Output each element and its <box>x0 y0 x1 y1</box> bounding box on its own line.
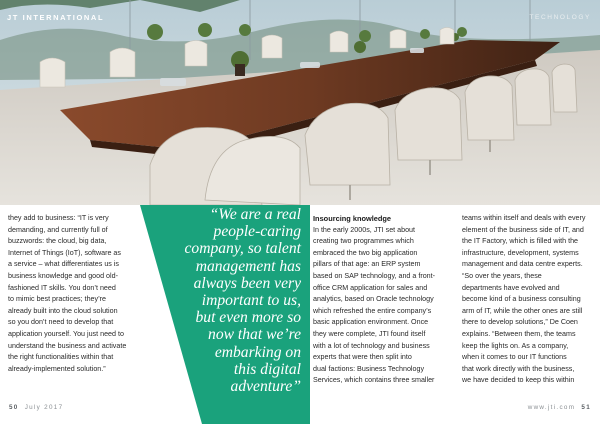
footer-left <box>9 404 63 411</box>
body-text-line: already-implemented solution.” <box>8 364 106 373</box>
body-text-line: so you don’t need to develop that <box>8 318 114 327</box>
body-text-line: basic application environment. Once <box>313 318 429 327</box>
body-text-line: pillars of that age: an ERP system <box>313 260 421 269</box>
section-name: TECHNOLOGY <box>529 14 591 21</box>
body-text-line: management and data centre experts. <box>462 260 583 269</box>
pullquote <box>168 206 301 395</box>
pullquote-line: always been very <box>193 274 301 292</box>
page-number-right: 51 <box>581 404 591 411</box>
body-text-line: infrastructure, development, systems <box>462 248 579 257</box>
body-text-line: they add to business: “IT is very <box>8 214 109 222</box>
body-text-line: experts that were then split into <box>313 353 412 362</box>
body-text-line: creating two programmes which <box>313 237 414 246</box>
pullquote-line: important to us, <box>201 292 301 310</box>
article-column-4 <box>462 213 592 387</box>
body-text-line: with a lot of technology and business <box>313 341 430 350</box>
body-text-line: “So over the years, these <box>462 271 542 280</box>
body-text-line: keep the lights on. As a company, <box>462 341 569 350</box>
body-text-line: application yourself. You just need to <box>8 329 124 338</box>
pullquote-line: this digital <box>233 360 301 378</box>
pullquote-line: but even more so <box>195 309 301 327</box>
body-text-line: demanding, and currently full of <box>8 225 108 234</box>
article-column-1 <box>8 213 148 375</box>
body-text-line: office CRM application for sales and <box>313 283 428 292</box>
body-text-line: become kind of a business consulting <box>462 295 581 304</box>
body-text-line: In the early 2000s, JTI set about <box>313 225 416 234</box>
body-text-line: fashioned IT skills. You don’t need <box>8 283 116 292</box>
pullquote-line: management has <box>195 257 301 275</box>
page-number-left: 50 <box>9 404 19 411</box>
pullquote-line: now that we’re <box>208 326 301 344</box>
publication-name: JT INTERNATIONAL <box>7 13 105 22</box>
body-text-line: element of the business side of IT, and <box>462 225 584 234</box>
body-text-line: we have decided to keep this within <box>462 376 575 385</box>
body-text-line: based on SAP technology, and a front- <box>313 271 436 280</box>
body-text-line: teams within itself and deals with every <box>462 214 586 222</box>
body-text-line: a service – what differentiates us is <box>8 260 120 269</box>
website-url[interactable]: www.jti.com <box>527 404 576 411</box>
body-text-line: dual factions: Business Technology <box>313 364 425 373</box>
body-text-line: when it comes to our IT functions <box>462 353 567 362</box>
pullquote-line: embarking on <box>214 343 301 361</box>
body-text-line: the IT Factory, which is filled with the <box>462 237 579 246</box>
body-text-line: the right functionalities within that <box>8 353 114 362</box>
body-text-line: business knowledge and good old- <box>8 271 118 280</box>
body-text-line: which refreshed the entire company’s <box>313 306 432 315</box>
body-text-line: embraced the two big application <box>313 248 418 257</box>
pullquote-line: “We are a real <box>209 206 301 223</box>
body-text-line: that work directly with the business, <box>462 364 575 373</box>
boardroom-photo-icon <box>0 0 600 205</box>
body-text-line: already built into the cloud solution <box>8 306 118 315</box>
footer-right <box>528 404 591 411</box>
subheading: Insourcing knowledge <box>313 214 392 223</box>
hero-photo <box>0 0 600 205</box>
body-text-line: there to develop solutions,” De Coen <box>462 318 578 327</box>
body-text-line: Services, which contains three smaller <box>313 376 435 385</box>
pullquote-line: company, so talent <box>184 240 301 258</box>
body-text-line: departments have evolved and <box>462 283 560 292</box>
pullquote-line: adventure” <box>230 378 301 396</box>
pullquote-line: people-caring <box>213 223 301 241</box>
body-text-line: understand the business and activate <box>8 341 127 350</box>
body-text-line: to mimic best practices; they’re <box>8 295 107 304</box>
article-column-3 <box>313 213 455 387</box>
body-text-line: Internet of Things (IoT), software as <box>8 248 121 257</box>
issue-date: July 2017 <box>24 404 64 411</box>
body-text-line: they were complete, JTI found itself <box>313 329 426 338</box>
body-text-line: analytics, based on Oracle technology <box>313 295 434 304</box>
body-text-line: arm of IT, while the other ones are still <box>462 306 583 315</box>
body-text-line: buzzwords: the cloud, big data, <box>8 237 107 246</box>
body-text-line: explains. “Between them, the teams <box>462 329 576 338</box>
